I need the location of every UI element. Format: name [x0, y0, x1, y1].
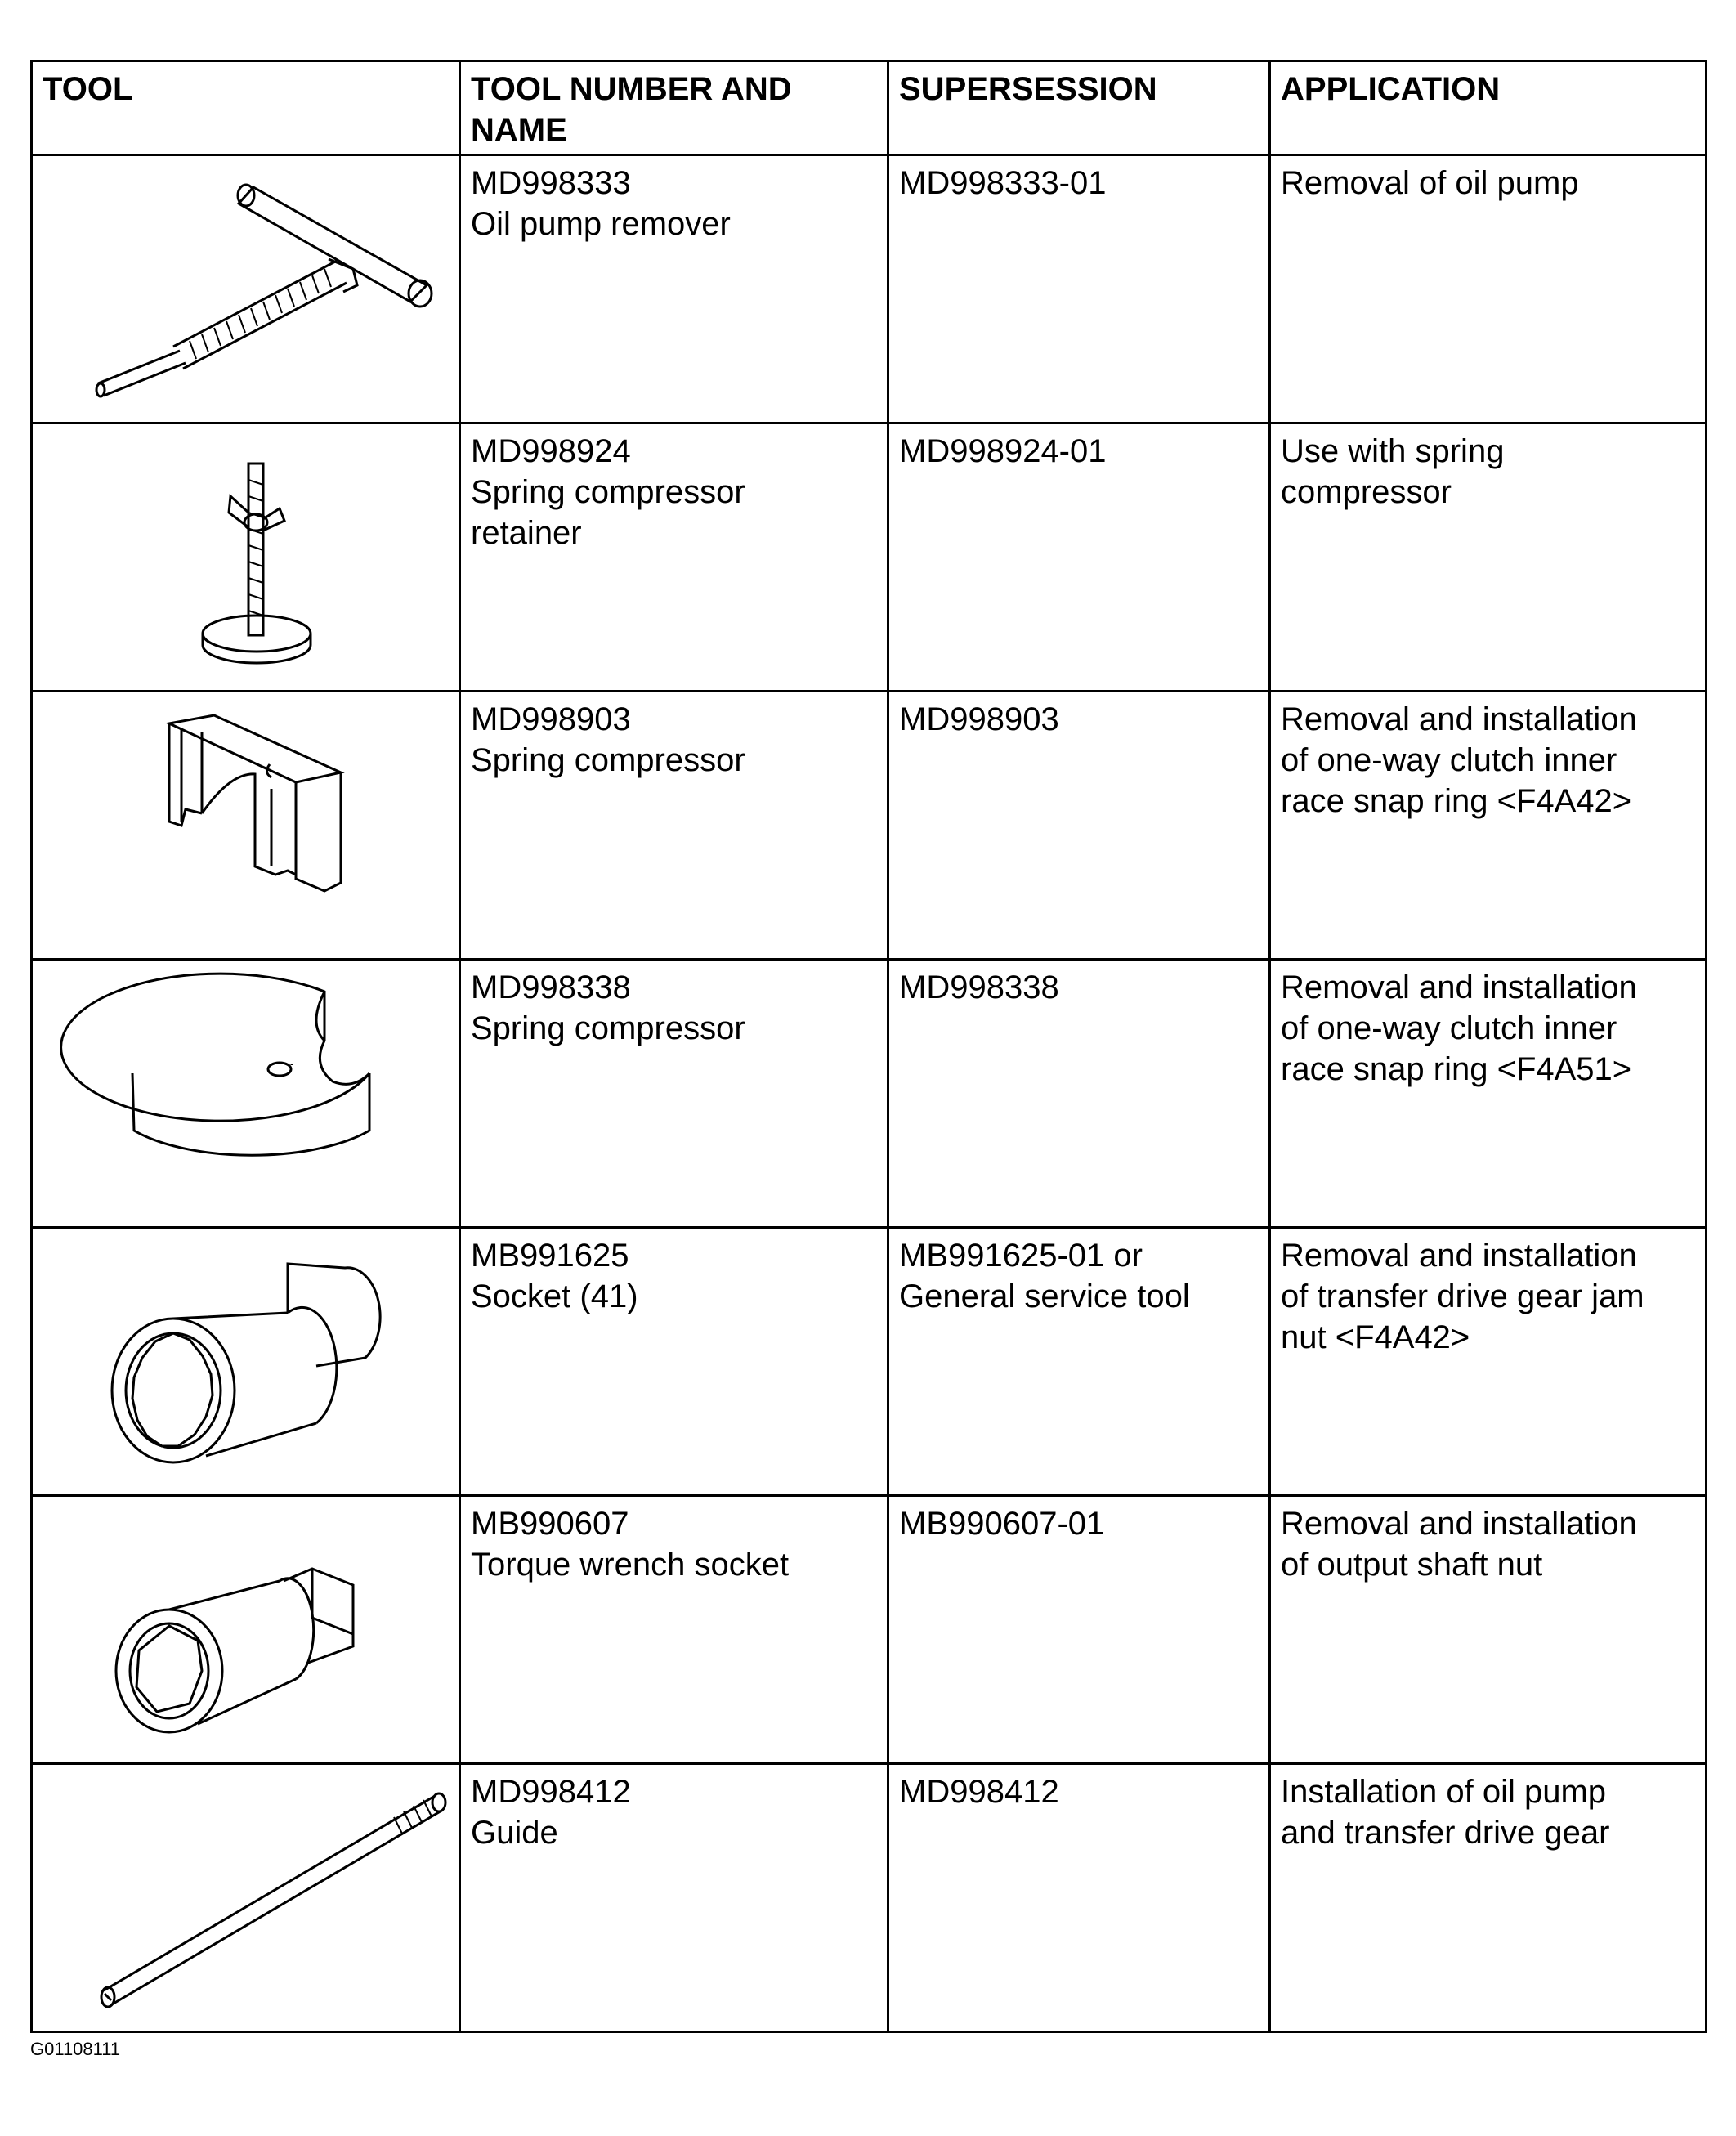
application-text: Use with spring: [1281, 433, 1505, 469]
supersession-cell: [888, 1228, 1270, 1496]
application-cell: [1270, 1764, 1707, 2032]
header-tool: TOOL: [32, 61, 460, 155]
supersession-cell: [888, 1764, 1270, 2032]
tool-number-name-cell: [460, 1764, 888, 2032]
tool-number: MD998338: [471, 969, 631, 1005]
socket-icon: [43, 1235, 468, 1494]
spring-compressor-retainer-icon: [43, 431, 468, 690]
tool-image-cell: [32, 423, 460, 692]
tool-number-name-cell: [460, 692, 888, 960]
application-text: and transfer drive gear: [1281, 1815, 1610, 1851]
oil-pump-remover-icon: [43, 163, 468, 422]
application-text: Removal and installation: [1281, 701, 1637, 737]
table-row: [32, 155, 1707, 423]
tool-number-name-cell: [460, 1496, 888, 1764]
figure-id: G01108111: [30, 2039, 121, 2059]
tool-name: Spring compressor: [471, 1010, 745, 1046]
supersession-cell: [888, 1496, 1270, 1764]
supersession-text: MD998333-01: [899, 165, 1107, 201]
supersession-cell: [888, 960, 1270, 1228]
tool-number: MB991625: [471, 1238, 629, 1274]
header-row: [32, 61, 1707, 155]
special-tools-table: [30, 60, 1707, 2033]
header-application: APPLICATION: [1270, 61, 1707, 155]
table-row: [32, 692, 1707, 960]
tool-image-cell: [32, 1764, 460, 2032]
application-text: of one-way clutch inner: [1281, 1010, 1617, 1046]
tool-number-name-cell: [460, 155, 888, 423]
tool-name: Spring compressor retainer: [471, 474, 745, 551]
supersession-cell: [888, 692, 1270, 960]
supersession-cell: [888, 423, 1270, 692]
supersession-text: MD998338: [899, 969, 1059, 1005]
tool-image-cell: [32, 960, 460, 1228]
supersession-text: MD998924-01: [899, 433, 1107, 469]
tool-image-cell: [32, 155, 460, 423]
tool-name: Guide: [471, 1815, 558, 1851]
supersession-text: MB990607-01: [899, 1506, 1105, 1542]
guide-rod-icon: [43, 1771, 468, 2031]
application-text: Installation of oil pump: [1281, 1774, 1607, 1810]
torque-wrench-socket-icon: [43, 1503, 468, 1762]
tool-number-name-cell: [460, 423, 888, 692]
tool-number: MD998333: [471, 165, 631, 201]
application-cell: [1270, 692, 1707, 960]
tool-name: Spring compressor: [471, 742, 745, 778]
tool-name: Socket (41): [471, 1278, 638, 1314]
supersession-text: General service tool: [899, 1278, 1190, 1314]
tool-number: MB990607: [471, 1506, 629, 1542]
supersession-cell: [888, 155, 1270, 423]
application-text: of one-way clutch inner: [1281, 742, 1617, 778]
application-text: race snap ring <F4A51>: [1281, 1051, 1632, 1087]
spring-compressor-bracket-icon: [43, 699, 468, 958]
spring-compressor-disc-icon: [43, 967, 468, 1226]
table-row: [32, 423, 1707, 692]
application-text: compressor: [1281, 474, 1452, 510]
application-cell: [1270, 1228, 1707, 1496]
application-text: Removal and installation: [1281, 1506, 1637, 1542]
supersession-text: MD998412: [899, 1774, 1059, 1810]
table-row: [32, 960, 1707, 1228]
application-text: Removal of oil pump: [1281, 165, 1579, 201]
tool-name: Oil pump remover: [471, 206, 731, 242]
application-cell: [1270, 960, 1707, 1228]
tool-number-name-cell: [460, 1228, 888, 1496]
tool-number-name-cell: [460, 960, 888, 1228]
application-text: race snap ring <F4A42>: [1281, 783, 1632, 819]
header-supersession: SUPERSESSION: [888, 61, 1270, 155]
tool-number: MD998924: [471, 433, 631, 469]
tool-number: MD998412: [471, 1774, 631, 1810]
application-text: of transfer drive gear jam: [1281, 1278, 1644, 1314]
tool-name: Torque wrench socket: [471, 1547, 790, 1583]
table-row: [32, 1764, 1707, 2032]
application-text: Removal and installation: [1281, 1238, 1637, 1274]
application-cell: [1270, 1496, 1707, 1764]
tool-image-cell: [32, 692, 460, 960]
application-text: Removal and installation: [1281, 969, 1637, 1005]
tool-image-cell: [32, 1496, 460, 1764]
application-cell: [1270, 155, 1707, 423]
header-tool-number-and-name: TOOL NUMBER AND NAME: [460, 61, 888, 155]
supersession-text: MD998903: [899, 701, 1059, 737]
supersession-text: MB991625-01 or: [899, 1238, 1143, 1274]
application-cell: [1270, 423, 1707, 692]
tool-number: MD998903: [471, 701, 631, 737]
table-row: [32, 1496, 1707, 1764]
tool-image-cell: [32, 1228, 460, 1496]
application-text: nut <F4A42>: [1281, 1319, 1470, 1355]
application-text: of output shaft nut: [1281, 1547, 1543, 1583]
table-row: [32, 1228, 1707, 1496]
